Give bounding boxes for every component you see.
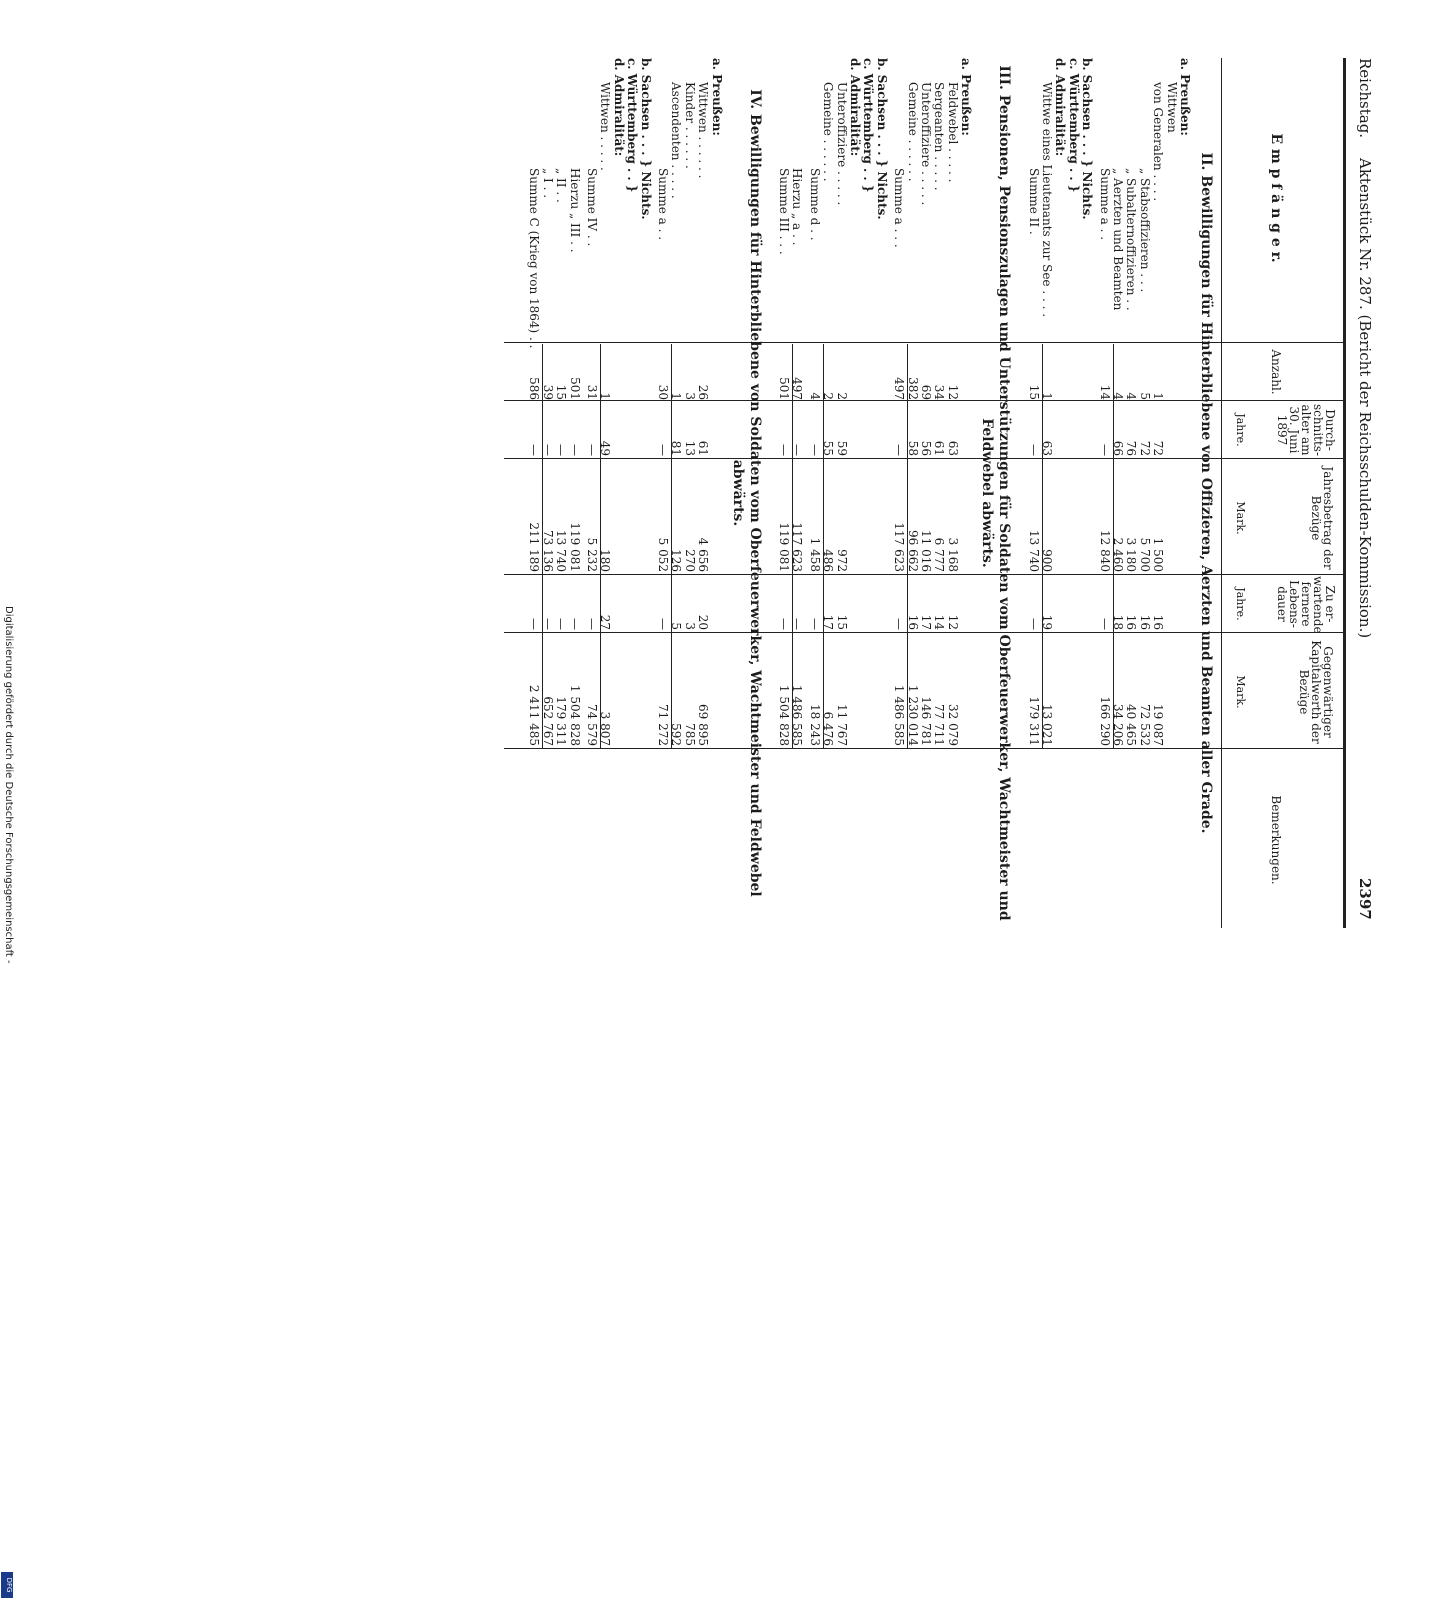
table-row: [542, 58, 554, 928]
dfg-logo-icon: [1, 1572, 13, 1598]
row-value: 501: [567, 377, 582, 400]
row-value: 15: [554, 384, 569, 400]
row-value: 72 532: [1137, 704, 1152, 746]
row-label: Wittwen: [1164, 82, 1179, 133]
row-value: 1 230 014: [905, 684, 920, 746]
row-value: —: [1097, 618, 1112, 630]
table-row: [1179, 58, 1191, 928]
row-value: 179 311: [1026, 696, 1041, 746]
row-label: Kinder . . . . . .: [682, 82, 697, 169]
row-value: 69 895: [696, 704, 711, 746]
row-value: 5 700: [1137, 537, 1152, 572]
row-label: Sergeanten . . . . .: [932, 82, 947, 191]
header-title: Aktenstück Nr. 287. (Bericht der Reichsschulden-Kommission.): [1356, 158, 1374, 639]
row-value: —: [527, 618, 542, 630]
row-value: 13 740: [554, 530, 569, 572]
row-value: —: [1097, 444, 1112, 456]
row-value: 55: [821, 440, 836, 456]
row-value: 1 486 585: [892, 684, 907, 746]
row-value: 66: [1111, 440, 1125, 456]
row-value: 5 052: [656, 537, 670, 572]
dfg-logo-text: DFG: [5, 1577, 13, 1593]
row-value: 3 168: [945, 537, 960, 572]
row-value: 76: [1124, 440, 1139, 456]
row-label: a. Preußen:: [1178, 58, 1192, 136]
row-value: 31: [585, 384, 599, 400]
row-value: 71 272: [656, 704, 670, 746]
row-value: —: [656, 618, 670, 630]
running-header: [1350, 58, 1380, 928]
row-value: 17: [919, 614, 933, 630]
row-value: 81: [669, 440, 684, 456]
row-value: 61: [932, 440, 947, 456]
row-value: —: [1026, 618, 1041, 630]
credit-text: Digitalisierung gefördert durch die Deutsche Forschungsgemeinschaft -: [3, 606, 14, 964]
col-alter-unit: Jahre.: [1234, 413, 1247, 447]
row-label: a. Preußen:: [709, 58, 724, 136]
table-row: [933, 58, 945, 928]
section-title: IV. Bewilligungen für Hinterbliebene von Soldaten vom Oberfeuerwerker, Wachtmeister und Feldwebel abwärts.: [729, 89, 763, 897]
row-value: 12: [945, 614, 960, 630]
table-row: [1112, 58, 1124, 928]
row-label: „ Subalternoffizieren . .: [1124, 168, 1139, 311]
sum-rule: [671, 344, 672, 748]
row-value: 117 623: [892, 522, 907, 572]
table-row: [599, 58, 611, 928]
row-value: 1: [598, 392, 613, 400]
table-row: [613, 58, 625, 928]
row-label: „ II . .: [554, 168, 569, 203]
row-value: 3: [682, 622, 697, 630]
row-value: 16: [1137, 614, 1152, 630]
table-row: [1054, 58, 1066, 928]
row-value: 3 807: [598, 711, 613, 746]
table-row: [528, 58, 540, 928]
row-value: 32 079: [945, 704, 960, 746]
row-value: —: [807, 444, 822, 456]
table-row: [1068, 58, 1080, 928]
row-value: 27: [598, 614, 613, 630]
row-value: 6 476: [821, 711, 836, 746]
row-label: Ascendenten . . . . .: [669, 82, 684, 199]
row-value: 5: [669, 622, 684, 630]
row-value: 117 623: [790, 522, 805, 572]
row-value: 1 504 828: [777, 684, 791, 746]
row-value: 14: [1097, 384, 1112, 400]
table-row: [947, 58, 959, 928]
row-label: Wittwen . . . . . .: [696, 82, 711, 179]
table-row: [569, 58, 581, 928]
row-value: 270: [682, 549, 697, 572]
table-row: [657, 58, 669, 928]
row-value: 900: [1040, 549, 1054, 572]
row-label: Wittwe eines Lieutenants zur See . . . .: [1040, 82, 1054, 318]
page-number: 2397: [1356, 878, 1374, 920]
row-label: Gemeine . . . . . .: [821, 82, 836, 182]
section-title: III. Pensionen, Pensionszulagen und Unterstützungen für Soldaten vom Oberfeuerwerker, Wachtmeister und Feldwebel abwärts.: [979, 65, 1013, 921]
row-value: 39: [540, 384, 555, 400]
row-value: 34: [932, 384, 947, 400]
row-value: —: [807, 618, 822, 630]
table-row: [822, 58, 834, 928]
row-value: 126: [669, 549, 684, 572]
row-value: —: [585, 618, 599, 630]
row-value: 211 189: [527, 522, 542, 572]
col-jahresbetrag: Jahresbetrag der Bezüge: [1309, 466, 1335, 570]
row-label: Summe II .: [1026, 168, 1041, 235]
sum-rule: [823, 344, 824, 748]
col-jahresbetrag-unit: Mark.: [1234, 501, 1247, 535]
row-value: 1 486 585: [790, 684, 805, 746]
row-value: 4: [1111, 392, 1125, 400]
table-row: [670, 58, 682, 928]
row-label: „ Stabsoffizieren . . .: [1137, 168, 1152, 293]
row-value: —: [567, 444, 582, 456]
table-row: [791, 58, 803, 928]
row-label: Hierzu „ III . .: [567, 168, 582, 253]
row-value: 77 711: [932, 704, 947, 746]
row-label: c. Württemberg . . }: [1066, 58, 1081, 193]
row-label: Summe a . .: [1097, 168, 1112, 241]
header-rule: [1221, 58, 1222, 928]
table-row: [836, 58, 848, 928]
row-value: 501: [777, 377, 791, 400]
row-value: 3: [682, 392, 697, 400]
row-value: 72: [1151, 440, 1166, 456]
row-value: 19: [1040, 614, 1054, 630]
row-value: —: [1026, 444, 1041, 456]
row-value: 1: [669, 392, 684, 400]
row-label: Summe IV . .: [585, 168, 599, 247]
row-value: 166 290: [1097, 696, 1112, 746]
row-value: 30: [656, 384, 670, 400]
row-value: —: [554, 444, 569, 456]
row-value: 2: [821, 392, 836, 400]
row-value: 4 656: [696, 537, 711, 572]
row-value: 119 081: [777, 522, 791, 572]
row-value: 5: [1137, 392, 1152, 400]
sum-rule: [792, 344, 793, 748]
row-label: b. Sachsen . . . } Nichts.: [874, 58, 889, 220]
table-row: [1041, 58, 1053, 928]
table-row: [1125, 58, 1137, 928]
row-label: Feldwebel . . . . .: [945, 82, 960, 183]
row-value: 6 777: [932, 537, 947, 572]
section-title: II. Bewilligungen für Hinterbliebene von Offizieren, Aerzten und Beamten aller Grade.: [1198, 152, 1214, 834]
row-value: 34 206: [1111, 704, 1125, 746]
row-label: a. Preußen:: [959, 58, 974, 136]
row-value: 4: [1124, 392, 1139, 400]
row-value: 592: [669, 723, 684, 746]
table-row: [684, 58, 696, 928]
row-value: 1 458: [807, 537, 822, 572]
table-row: [862, 58, 874, 928]
row-value: —: [790, 444, 805, 456]
row-value: 61: [696, 440, 711, 456]
row-label: von Generalen . . . .: [1151, 82, 1166, 202]
sum-rule: [1113, 344, 1114, 748]
rotated-document: [80, 58, 1380, 928]
row-value: 972: [834, 549, 849, 572]
row-value: 74 579: [585, 704, 599, 746]
row-value: 16: [1151, 614, 1166, 630]
row-value: 119 081: [567, 522, 582, 572]
row-label: „ Aerzten und Beamten: [1111, 168, 1125, 311]
row-value: —: [585, 444, 599, 456]
row-value: 146 781: [919, 696, 933, 746]
row-value: —: [892, 618, 907, 630]
table-header: [1224, 58, 1344, 928]
row-label: Summe a . .: [656, 168, 670, 241]
table-row: [555, 58, 567, 928]
row-value: 1 500: [1151, 537, 1166, 572]
row-value: 382: [905, 377, 920, 400]
row-value: —: [540, 618, 555, 630]
row-value: 2 460: [1111, 537, 1125, 572]
row-value: 5 232: [585, 537, 599, 572]
digitization-credit: [0, 606, 14, 1593]
row-label: Unteroffiziere . . . . .: [834, 82, 849, 206]
row-label: Summe d . .: [807, 168, 822, 241]
row-label: c. Württemberg . . }: [625, 58, 640, 193]
table-row: [1139, 58, 1151, 928]
col-lebensdauer-unit: Jahre.: [1234, 587, 1247, 621]
row-value: 19 087: [1151, 704, 1166, 746]
table-row: [1028, 58, 1040, 928]
row-value: 96 662: [905, 530, 920, 572]
row-value: 49: [598, 440, 613, 456]
table-row: [849, 58, 861, 928]
row-value: 1: [1151, 392, 1166, 400]
row-value: 11 767: [834, 704, 849, 746]
table-row: [711, 58, 723, 928]
table-row: [1152, 58, 1164, 928]
row-value: —: [656, 444, 670, 456]
row-label: b. Sachsen . . . } Nichts.: [1080, 58, 1095, 220]
row-value: 179 311: [554, 696, 569, 746]
row-value: 72: [1137, 440, 1152, 456]
row-value: 652 767: [540, 696, 555, 746]
row-value: 18: [1111, 614, 1125, 630]
row-value: 2: [834, 392, 849, 400]
row-value: —: [777, 444, 791, 456]
table-row: [640, 58, 652, 928]
row-value: 15: [1026, 384, 1041, 400]
row-label: Summe C (Krieg von 1864) . .: [527, 168, 542, 349]
col-alter: Durch-schnitts-alter am 30. Juni 1897: [1275, 403, 1337, 457]
row-value: 486: [821, 549, 836, 572]
row-value: 586: [527, 377, 542, 400]
table-row: [893, 58, 905, 928]
row-label: d. Admiralität:: [848, 58, 862, 157]
row-value: 497: [790, 377, 805, 400]
row-label: „ I . .: [540, 168, 555, 199]
row-label: Unteroffiziere . . . . .: [919, 82, 933, 206]
row-value: 14: [932, 614, 947, 630]
row-label: Summe III . . .: [777, 168, 791, 255]
sum-rule: [1042, 344, 1043, 748]
table-row: [697, 58, 709, 928]
row-value: —: [790, 618, 805, 630]
row-value: 13 021: [1040, 704, 1054, 746]
sum-rule: [600, 344, 601, 748]
row-label: Gemeine . . . . . .: [905, 82, 920, 182]
table-row: [626, 58, 638, 928]
col-kapital: Gegenwärtiger Kapitalwerth der Bezüge: [1297, 640, 1335, 744]
row-value: —: [777, 618, 791, 630]
row-value: 58: [905, 440, 920, 456]
table-row: [960, 58, 972, 928]
row-value: 13 740: [1026, 530, 1041, 572]
row-label: d. Admiralität:: [611, 58, 626, 157]
table-row: [876, 58, 888, 928]
row-value: 16: [905, 614, 920, 630]
row-value: 12 840: [1097, 530, 1112, 572]
row-value: 15: [834, 614, 849, 630]
table-row: [778, 58, 790, 928]
table-row: [920, 58, 932, 928]
table-row: [1166, 58, 1178, 928]
row-value: 785: [682, 723, 697, 746]
row-value: 12: [945, 384, 960, 400]
row-value: 59: [834, 440, 849, 456]
row-value: —: [567, 618, 582, 630]
row-value: 20: [696, 614, 711, 630]
row-value: 2 411 485: [527, 684, 542, 746]
row-value: 63: [945, 440, 960, 456]
col-bemerkungen: Bemerkungen.: [1269, 795, 1283, 885]
row-label: Wittwen . . . . .: [598, 82, 613, 171]
table-row: [809, 58, 821, 928]
row-label: d. Admiralität:: [1053, 58, 1068, 157]
row-value: 56: [919, 440, 933, 456]
row-value: 180: [598, 549, 613, 572]
row-value: 73 136: [540, 530, 555, 572]
row-value: 40 465: [1124, 704, 1139, 746]
row-value: 11 016: [919, 530, 933, 572]
col-lebensdauer: Zu er-wartende fernere Lebens-dauer: [1275, 576, 1337, 634]
row-label: Summe a . . .: [892, 168, 907, 248]
row-label: Hierzu „ a . .: [790, 168, 805, 246]
row-value: 1: [1040, 392, 1054, 400]
row-label: b. Sachsen . . . } Nichts.: [638, 58, 653, 220]
row-value: 3 180: [1124, 537, 1139, 572]
row-value: —: [554, 618, 569, 630]
row-value: 497: [892, 377, 907, 400]
header-left: Reichstag.: [1356, 58, 1374, 139]
table-row: [907, 58, 919, 928]
row-value: —: [540, 444, 555, 456]
table-row: [586, 58, 598, 928]
row-value: —: [892, 444, 907, 456]
row-value: 69: [919, 384, 933, 400]
row-value: 13: [682, 440, 697, 456]
row-label: c. Württemberg . . }: [861, 58, 876, 193]
col-empfaenger: E m p f ä n g e r.: [1268, 133, 1284, 263]
row-value: —: [527, 444, 542, 456]
col-kapital-unit: Mark.: [1234, 675, 1247, 709]
sum-rule: [542, 344, 543, 748]
col-anzahl: Anzahl.: [1269, 349, 1283, 395]
row-value: 18 243: [807, 704, 822, 746]
row-value: 16: [1124, 614, 1139, 630]
row-value: 1 504 828: [567, 684, 582, 746]
row-value: 63: [1040, 440, 1054, 456]
row-value: 17: [821, 614, 836, 630]
table-row: [1099, 58, 1111, 928]
sum-rule: [907, 344, 908, 748]
row-value: 26: [696, 384, 711, 400]
table-row: [1081, 58, 1093, 928]
row-value: 4: [807, 392, 822, 400]
